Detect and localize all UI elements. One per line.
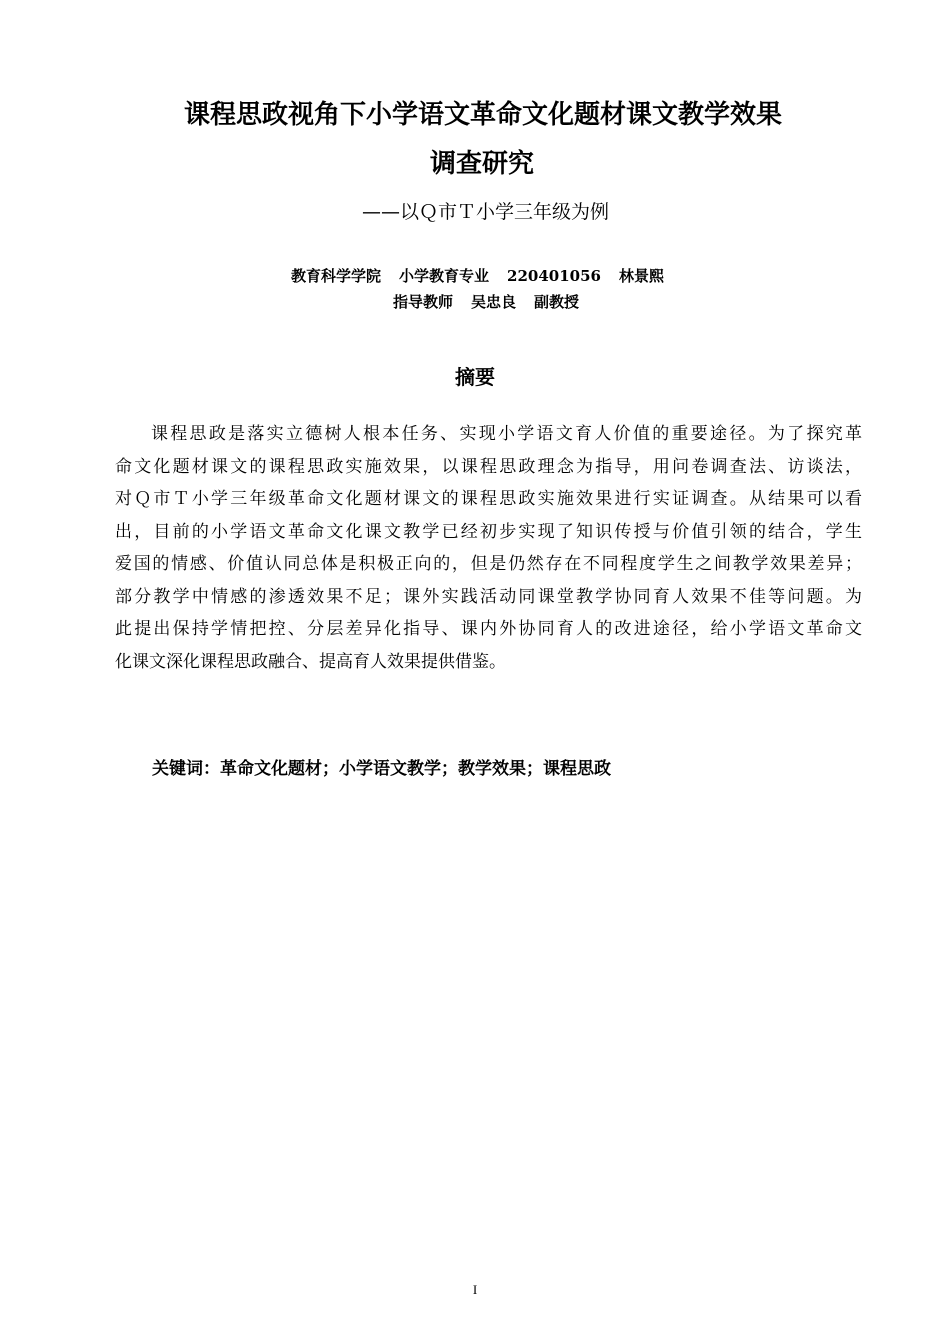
paper-subtitle: ——以Ｑ市Ｔ小学三年级为例 <box>362 201 610 223</box>
abstract-body <box>115 418 862 678</box>
abstract-line: 对Ｑ市Ｔ小学三年级革命文化题材课文的课程思政实施效果进行实证调查。从结果可以看 <box>115 489 862 509</box>
author-info-line <box>291 269 664 284</box>
advisor-label: 指导教师 <box>393 293 454 311</box>
abstract-line: 出，目前的小学语文革命文化课文教学已经初步实现了知识传授与价值引领的结合，学生 <box>115 521 862 542</box>
advisor-name: 吴忠良 <box>471 293 517 311</box>
abstract-heading: 摘要 <box>455 365 495 389</box>
abstract-line: 命文化题材课文的课程思政实施效果，以课程思政理念为指导，用问卷调查法、访谈法， <box>115 456 862 477</box>
keywords-line: 关键词：革命文化题材；小学语文教学；教学效果；课程思政 <box>152 759 611 779</box>
paper-title-line-2: 调查研究 <box>430 149 535 179</box>
abstract-line: 课程思政是落实立德树人根本任务、实现小学语文育人价值的重要途径。为了探究革 <box>151 424 862 444</box>
author-name: 林景熙 <box>618 267 664 285</box>
advisor-title: 副教授 <box>534 293 580 311</box>
abstract-line: 此提出保持学情把控、分层差异化指导、课内外协同育人的改进途径，给小学语文革命文 <box>115 619 862 639</box>
abstract-line: 部分教学中情感的渗透效果不足；课外实践活动同课堂教学协同育人效果不佳等问题。为 <box>115 586 862 607</box>
major-name: 小学教育专业 <box>399 267 490 285</box>
paper-title-line-1: 课程思政视角下小学语文革命文化题材课文教学效果 <box>184 100 783 130</box>
page-number: I <box>472 1282 478 1297</box>
student-id: 220401056 <box>507 267 601 285</box>
advisor-info-line <box>393 295 579 310</box>
college-name: 教育科学学院 <box>291 267 382 285</box>
abstract-line: 爱国的情感、价值认同总体是积极正向的，但是仍然存在不同程度学生之间教学效果差异； <box>115 554 862 574</box>
abstract-line: 化课文深化课程思政融合、提高育人效果提供借鉴。 <box>115 651 506 672</box>
